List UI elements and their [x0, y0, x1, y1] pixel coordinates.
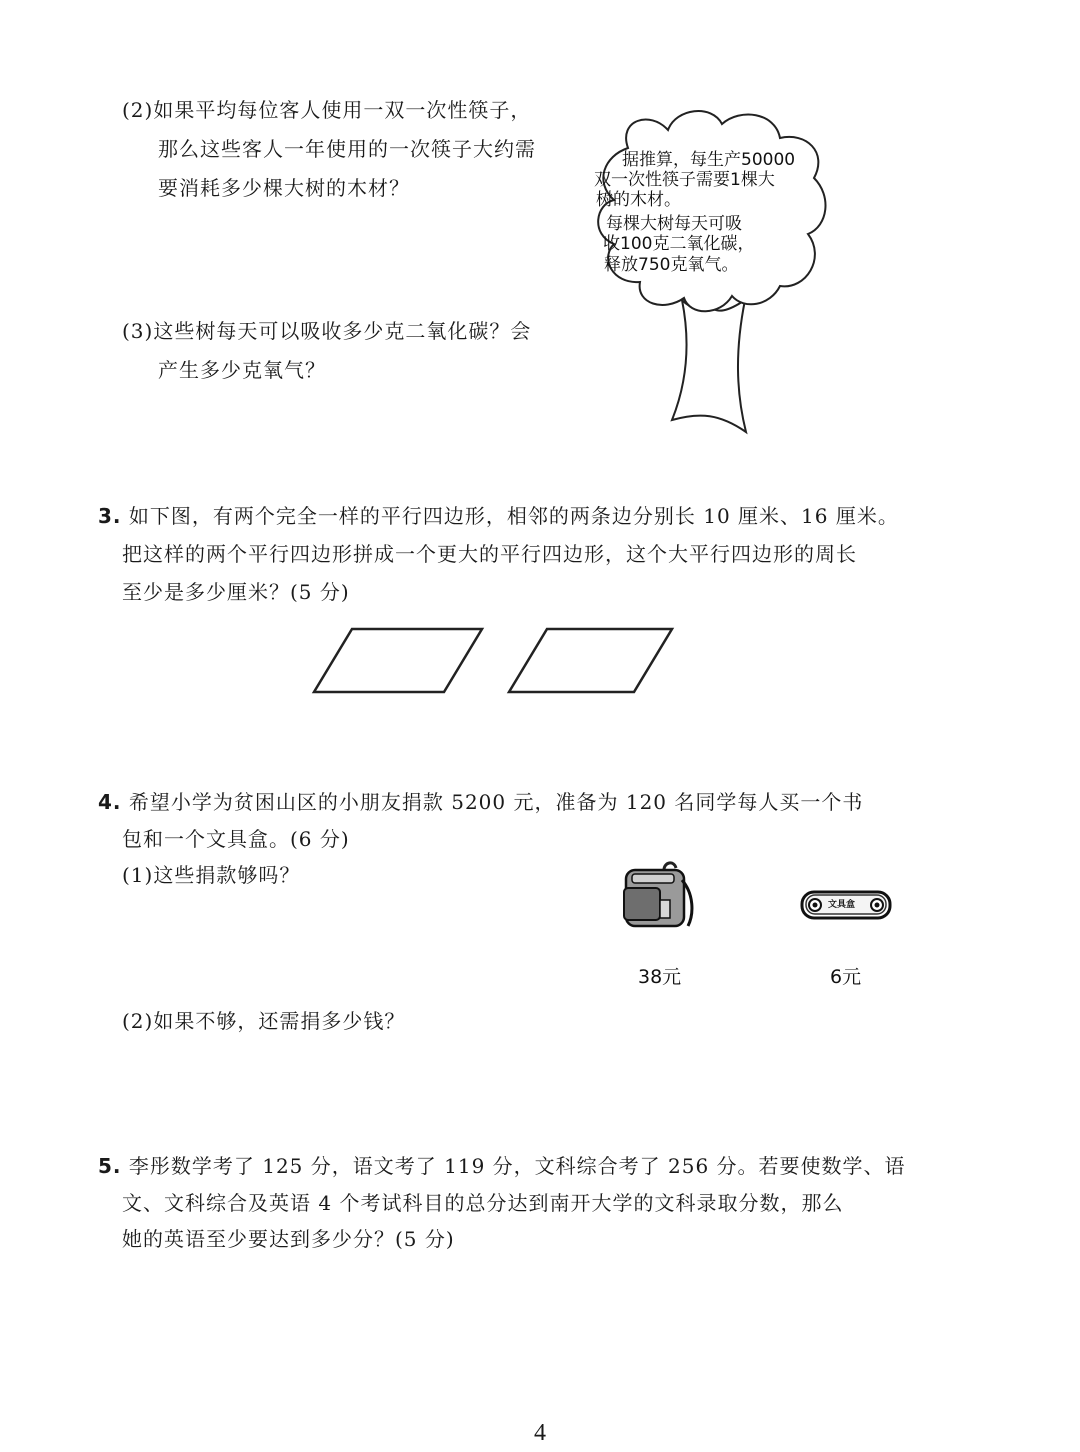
backpack-price: 38元 [638, 966, 682, 988]
q2-part3-line1: (3)这些树每天可以吸收多少克二氧化碳？会 [122, 319, 532, 343]
q4-line2: 包和一个文具盒。(6 分) [122, 827, 350, 851]
q5-line2: 文、文科综合及英语 4 个考试科目的总分达到南开大学的文科录取分数，那么 [122, 1191, 844, 1215]
q2-part2-line2: 那么这些客人一年使用的一次筷子大约需 [158, 137, 536, 161]
tree-text-line5: 收100克二氧化碳， [603, 234, 755, 254]
tree-text-line3: 树的木材。 [596, 190, 681, 210]
q4-text-line1: 希望小学为贫困山区的小朋友捐款 5200 元，准备为 120 名同学每人买一个书 [128, 790, 864, 814]
q5-text-line1: 李彤数学考了 125 分，语文考了 119 分，文科综合考了 256 分。若要使数学、语 [128, 1154, 906, 1178]
tree-text-line2: 双一次性筷子需要1棵大 [594, 170, 775, 190]
q2-part3-line2: 产生多少克氧气？ [158, 358, 326, 382]
q3-text-line1: 如下图，有两个完全一样的平行四边形，相邻的两条边分别长 10 厘米、16 厘米。 [128, 504, 899, 528]
q2-part2-line3: 要消耗多少棵大树的木材？ [158, 176, 410, 200]
q3-line3: 至少是多少厘米？(5 分) [122, 580, 350, 604]
tree-text-line6: 释放750克氧气。 [604, 255, 739, 275]
q2-part2-line1: (2)如果平均每位客人使用一双一次性筷子， [122, 98, 532, 122]
q5-line1 [98, 1152, 906, 1180]
q4-number: 4. [98, 790, 122, 814]
page-number: 4 [534, 1420, 546, 1446]
q5-line3: 她的英语至少要达到多少分？(5 分) [122, 1227, 455, 1251]
pencil-case-label: 文具盒 [828, 900, 856, 910]
tree-text-line4: 每棵大树每天可吸 [606, 214, 742, 234]
q5-number: 5. [98, 1154, 122, 1178]
q4-part2: (2)如果不够，还需捐多少钱？ [122, 1009, 406, 1033]
pencil-case-price: 6元 [830, 966, 862, 988]
tree-text-line1: 据推算，每生产50000 [622, 150, 796, 170]
q3-number: 3. [98, 504, 122, 528]
q3-line2: 把这样的两个平行四边形拼成一个更大的平行四边形，这个大平行四边形的周长 [122, 542, 857, 566]
q4-part1: (1)这些捐款够吗？ [122, 863, 301, 887]
